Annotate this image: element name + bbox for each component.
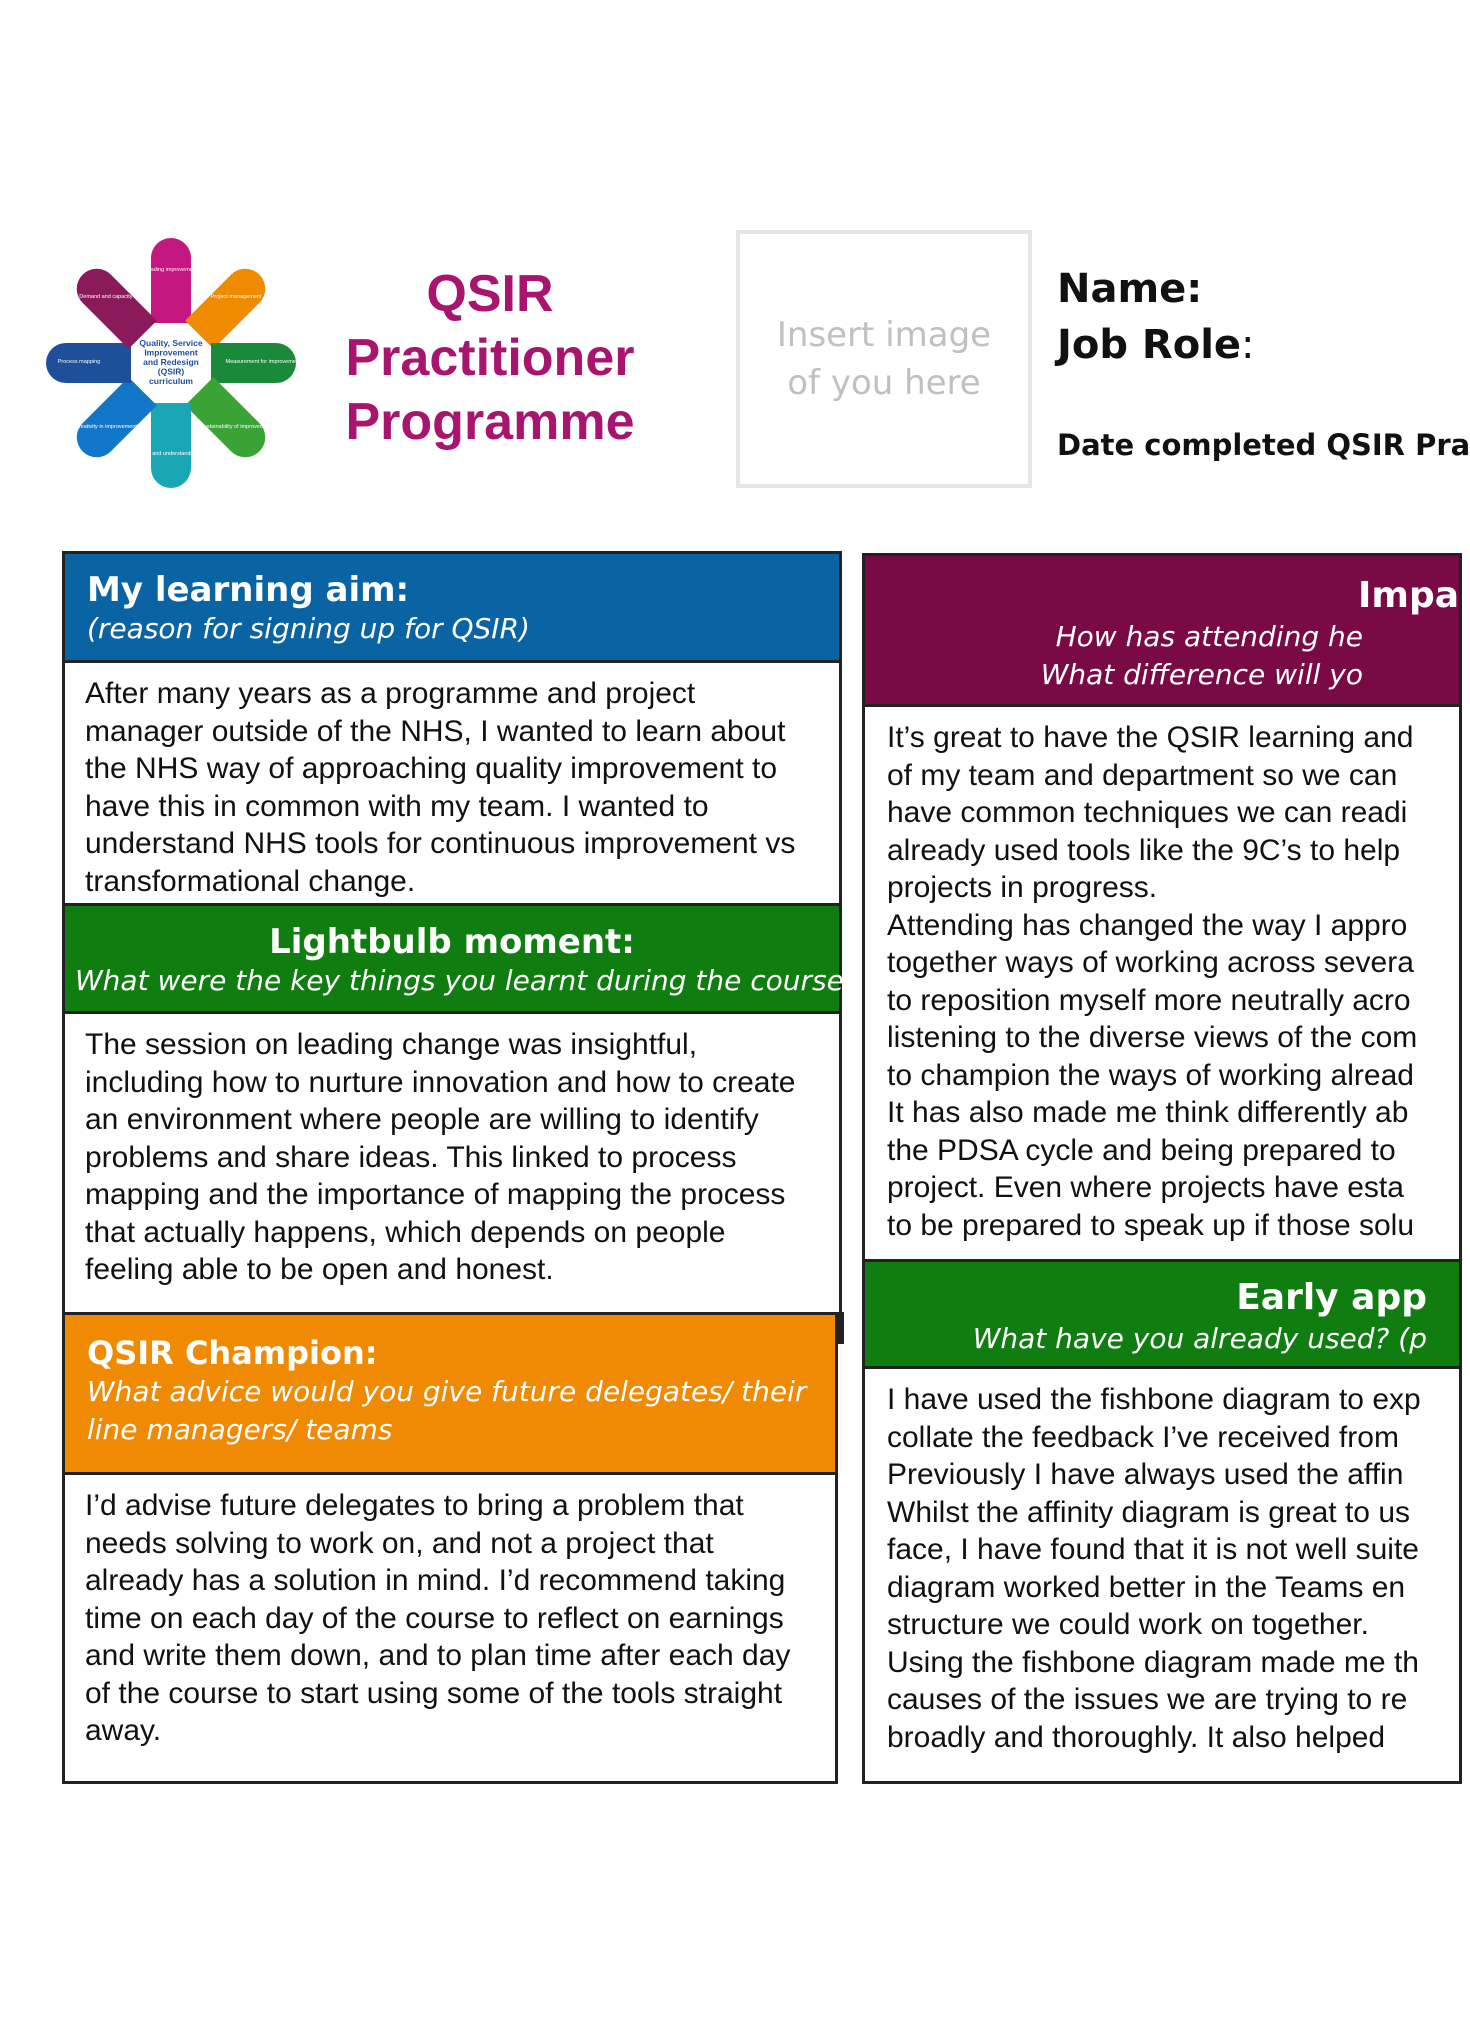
champion-subtitle: What advice would you give future delegates/ their line managers/ teams (87, 1375, 807, 1446)
qsir-curriculum-logo (36, 228, 306, 498)
lightbulb-body: The session on leading change was insightful, including how to nurture innovation and how to create an environment where people are willing to identify problems and share ideas. This linked to process mapping and the importance of mapping the process that actually happens, which depends on people feeling able to be open and honest. (62, 1011, 842, 1315)
photo-placeholder[interactable] (736, 230, 1032, 488)
date-completed-label: Date completed QSIR Pra (1057, 428, 1470, 462)
early-application-title: Early app (1236, 1277, 1427, 1318)
impact-body-line: to champion the ways of working alread (887, 1058, 1414, 1092)
lightbulb-title: Lightbulb moment: (269, 922, 635, 962)
logo-petal-label: Process mapping (57, 359, 101, 365)
early-application-body-line: Previously I have always used the affin (887, 1458, 1404, 1491)
title-line-1: QSIR (426, 265, 554, 323)
impact-subtitle-line-2: What difference will yo (1040, 658, 1363, 691)
early-application-subtitle: What have you already used? (p (972, 1322, 1427, 1355)
early-application-body-line: Whilst the affinity diagram is great to us (887, 1495, 1411, 1529)
impact-body-line: of my team and department so we can (887, 758, 1398, 792)
early-application-header (862, 1259, 1462, 1369)
impact-body-line: to reposition myself more neutrally acro (887, 983, 1411, 1017)
early-application-body-line: Using the fishbone diagram made me th (887, 1645, 1419, 1679)
champion-header (62, 1312, 838, 1475)
learning-aim-header (62, 551, 842, 663)
impact-body-line: the PDSA cycle and being prepared to (887, 1133, 1396, 1167)
learning-aim-title: My learning aim: (87, 570, 410, 610)
impact-body-line: already used tools like the 9C’s to help (887, 833, 1401, 867)
name-label: Name: (1057, 266, 1203, 312)
early-application-body-line: I have used the fishbone diagram to exp (887, 1383, 1421, 1416)
logo-petal (151, 238, 191, 323)
flower-logo-graphic (36, 228, 306, 498)
logo-petal-label: Demand and capacity (79, 293, 133, 300)
logo-center-text-line: curriculum (149, 376, 193, 386)
impact-body-line: projects in progress. (887, 871, 1158, 904)
impact-header (862, 553, 1462, 707)
learning-aim-subtitle: (reason for signing up for QSIR) (87, 612, 530, 645)
early-application-body-line: diagram worked better in the Teams en (887, 1570, 1406, 1604)
impact-body-line: have common techniques we can readi (887, 796, 1408, 829)
logo-petal-label: Engaging and understanding others (127, 451, 215, 457)
logo-petal-label: Sustainability of improvement (200, 424, 273, 431)
early-application-body (862, 1366, 1462, 1784)
impact-title: Impa (1358, 575, 1459, 616)
impact-body-line: Attending has changed the way I appro (887, 908, 1408, 942)
title-line-3: Programme (345, 393, 635, 451)
logo-center-text-line: and Redesign (143, 357, 199, 367)
logo-petal-label: Creativity in improvement (74, 424, 137, 431)
impact-body-line: together ways of working across severa (887, 946, 1414, 979)
job-role-colon: : (1241, 322, 1255, 368)
impact-body-line: project. Even where projects have esta (887, 1171, 1404, 1204)
programme-title (300, 262, 680, 454)
learning-aim-body: After many years as a programme and project manager outside of the NHS, I wanted to learn about the NHS way of approaching quality improvement to have this in common with my team. I wanted to understand NHS tools for continuous improvement vs transformational change. (62, 660, 842, 906)
impact-body-line: It has also made me think differently ab (887, 1096, 1409, 1129)
impact-body-line: listening to the diverse views of the com (887, 1021, 1418, 1054)
early-application-body-line: broadly and thoroughly. It also helped (887, 1720, 1386, 1754)
photo-placeholder-text: Insert image of you here (776, 315, 992, 403)
early-application-body-line: structure we could work on together. (887, 1608, 1369, 1641)
job-role-label (1057, 322, 1255, 368)
logo-petal (151, 403, 191, 488)
champion-body: I’d advise future delegates to bring a problem that needs solving to work on, and not a project that already has a solution in mind. I’d recommend taking time on each day of the course to reflect on earnings and write them down, and to plan time after each day of the course to start using some of the tools straight away. (62, 1472, 838, 1784)
impact-body-line: It’s great to have the QSIR learning and (887, 721, 1414, 754)
title-line-2: Practitioner (345, 329, 635, 387)
logo-center-text-line: Improvement (144, 347, 198, 358)
early-application-body-line: face, I have found that it is not well suite (887, 1533, 1419, 1566)
early-application-body-line: collate the feedback I’ve received from (887, 1420, 1399, 1454)
logo-petal-label: Leading improvement (144, 267, 198, 273)
champion-title: QSIR Champion: (87, 1334, 378, 1372)
job-role-text: Job Role (1057, 322, 1242, 368)
logo-center-text-line: Quality, Service (139, 338, 203, 348)
impact-subtitle-line-1: How has attending he (1055, 620, 1363, 653)
logo-center-text-line: (QSIR) (157, 366, 185, 377)
impact-body-line: to be prepared to speak up if those solu (887, 1208, 1415, 1242)
impact-body (862, 704, 1462, 1262)
lightbulb-subtitle: What were the key things you learnt during the course? (75, 964, 859, 997)
early-application-body-line: causes of the issues we are trying to re (887, 1683, 1408, 1716)
logo-petal-label: Measurement for improvement (225, 359, 301, 365)
lightbulb-header (62, 903, 859, 1014)
logo-petal-label: Project management (210, 293, 262, 300)
